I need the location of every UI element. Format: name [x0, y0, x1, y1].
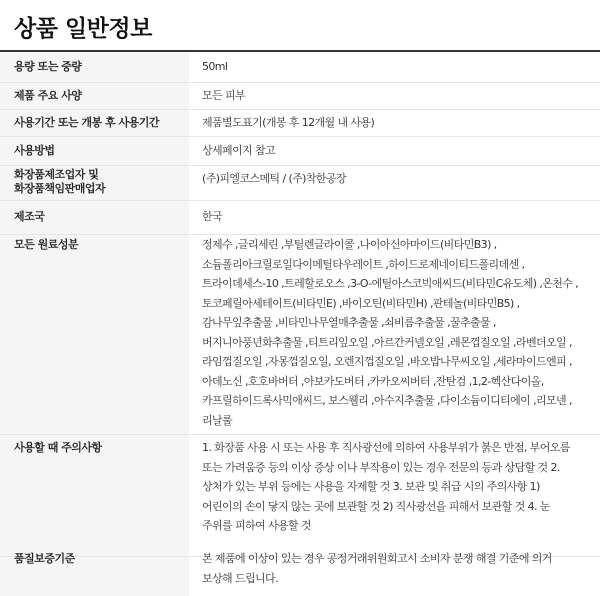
spec-row-quality-assurance — [0, 552, 600, 596]
row-value: 상세페이지 참고 — [202, 144, 276, 157]
spec-table — [0, 52, 600, 596]
spec-row-manufacturer — [0, 166, 600, 201]
row-label: 제조국 — [14, 210, 45, 223]
row-label: 용량 또는 중량 — [14, 60, 82, 73]
spec-row-ingredients — [0, 235, 600, 435]
row-value: 모든 피부 — [202, 89, 246, 102]
row-label: 모든 원료성분 — [14, 238, 79, 251]
spec-row-usage-period — [0, 110, 600, 137]
row-label: 사용방법 — [14, 144, 55, 157]
row-value: (주)피엘코스메틱 / (주)착한공장 — [202, 172, 346, 185]
spec-row-capacity — [0, 52, 600, 83]
row-value: 제품별도표기(개봉 후 12개월 내 사용) — [202, 116, 375, 129]
row-value: 1. 화장품 사용 시 또는 사용 후 직사광선에 의하여 사용부위가 붉은 반점, 부어오름 또는 가려움증 등의 이상 증상 이나 부작용이 있는 경우 전문의 등과 상담할 것 2. 상처가 있는 부위 등에는 사용을 자제할 것 3. 보관 및 취급 시의 주의사항 1) 어린이의 손이 닿지 않는 곳에 보관할 것 2) 직사광선을 피해서 보관할 것 4. 눈 주위를 피하여 사용할 것 — [202, 441, 570, 532]
spec-row-how-to-use — [0, 137, 600, 166]
row-value: 50ml — [202, 60, 228, 73]
spec-row-main-spec — [0, 83, 600, 110]
row-label: 화장품제조업자 및 화장품책임판매업자 — [14, 168, 106, 195]
row-value: 정제수 ,글리세린 ,부틸렌글라이콜 ,나이아신아마이드(비타민B3) ,소듐폴리아크릴로일다이메틸타우레이트 ,하이드로제네이티드폴리데센 ,트라이데세스-10 ,트레할로오스 ,3-O-에틸아스코빅애씨드(비타민C유도체) ,온천수 ,토코페릴아세테이트(비타민E) ,바이오틴(비타민H) ,판테놀(비타민B5) ,감나무잎추출물 ,비타민나무열매추출물 ,쇠비름추출물 ,꿀추출물 ,버지니아풍년화추출물 ,티트리잎오일 ,아르간커넬오일 ,레몬껍질오일 ,라벤더오일 ,라임껍질오일 ,자몽껍질오일, 오렌지껍질오일 ,바오밥나무씨오일 ,세라마이드엔피 ,아데노신 ,호호바버터 ,아보카도버터 ,카카오씨버터 ,잔탄검 ,1,2-헥산다이올, 카프릴하이드록사믹애씨드, 보스웰리 ,아수지추출물 ,다이소듐이디티에이 ,리모넨 ,리날룰 — [202, 238, 579, 427]
row-label: 사용기간 또는 개봉 후 사용기간 — [14, 116, 159, 129]
row-label: 제품 주요 사양 — [14, 89, 82, 102]
spec-row-country — [0, 201, 600, 235]
row-label: 사용할 때 주의사항 — [14, 441, 102, 454]
page-title: 상품 일반정보 — [14, 16, 152, 42]
spec-row-precautions — [0, 435, 600, 557]
row-value: 한국 — [202, 210, 223, 223]
row-label: 품질보증기준 — [14, 552, 75, 565]
row-value: 본 제품에 이상이 있는 경우 공정거래위원회고시 소비자 분쟁 해결 기준에 의거 보상해 드립니다. — [202, 552, 552, 585]
